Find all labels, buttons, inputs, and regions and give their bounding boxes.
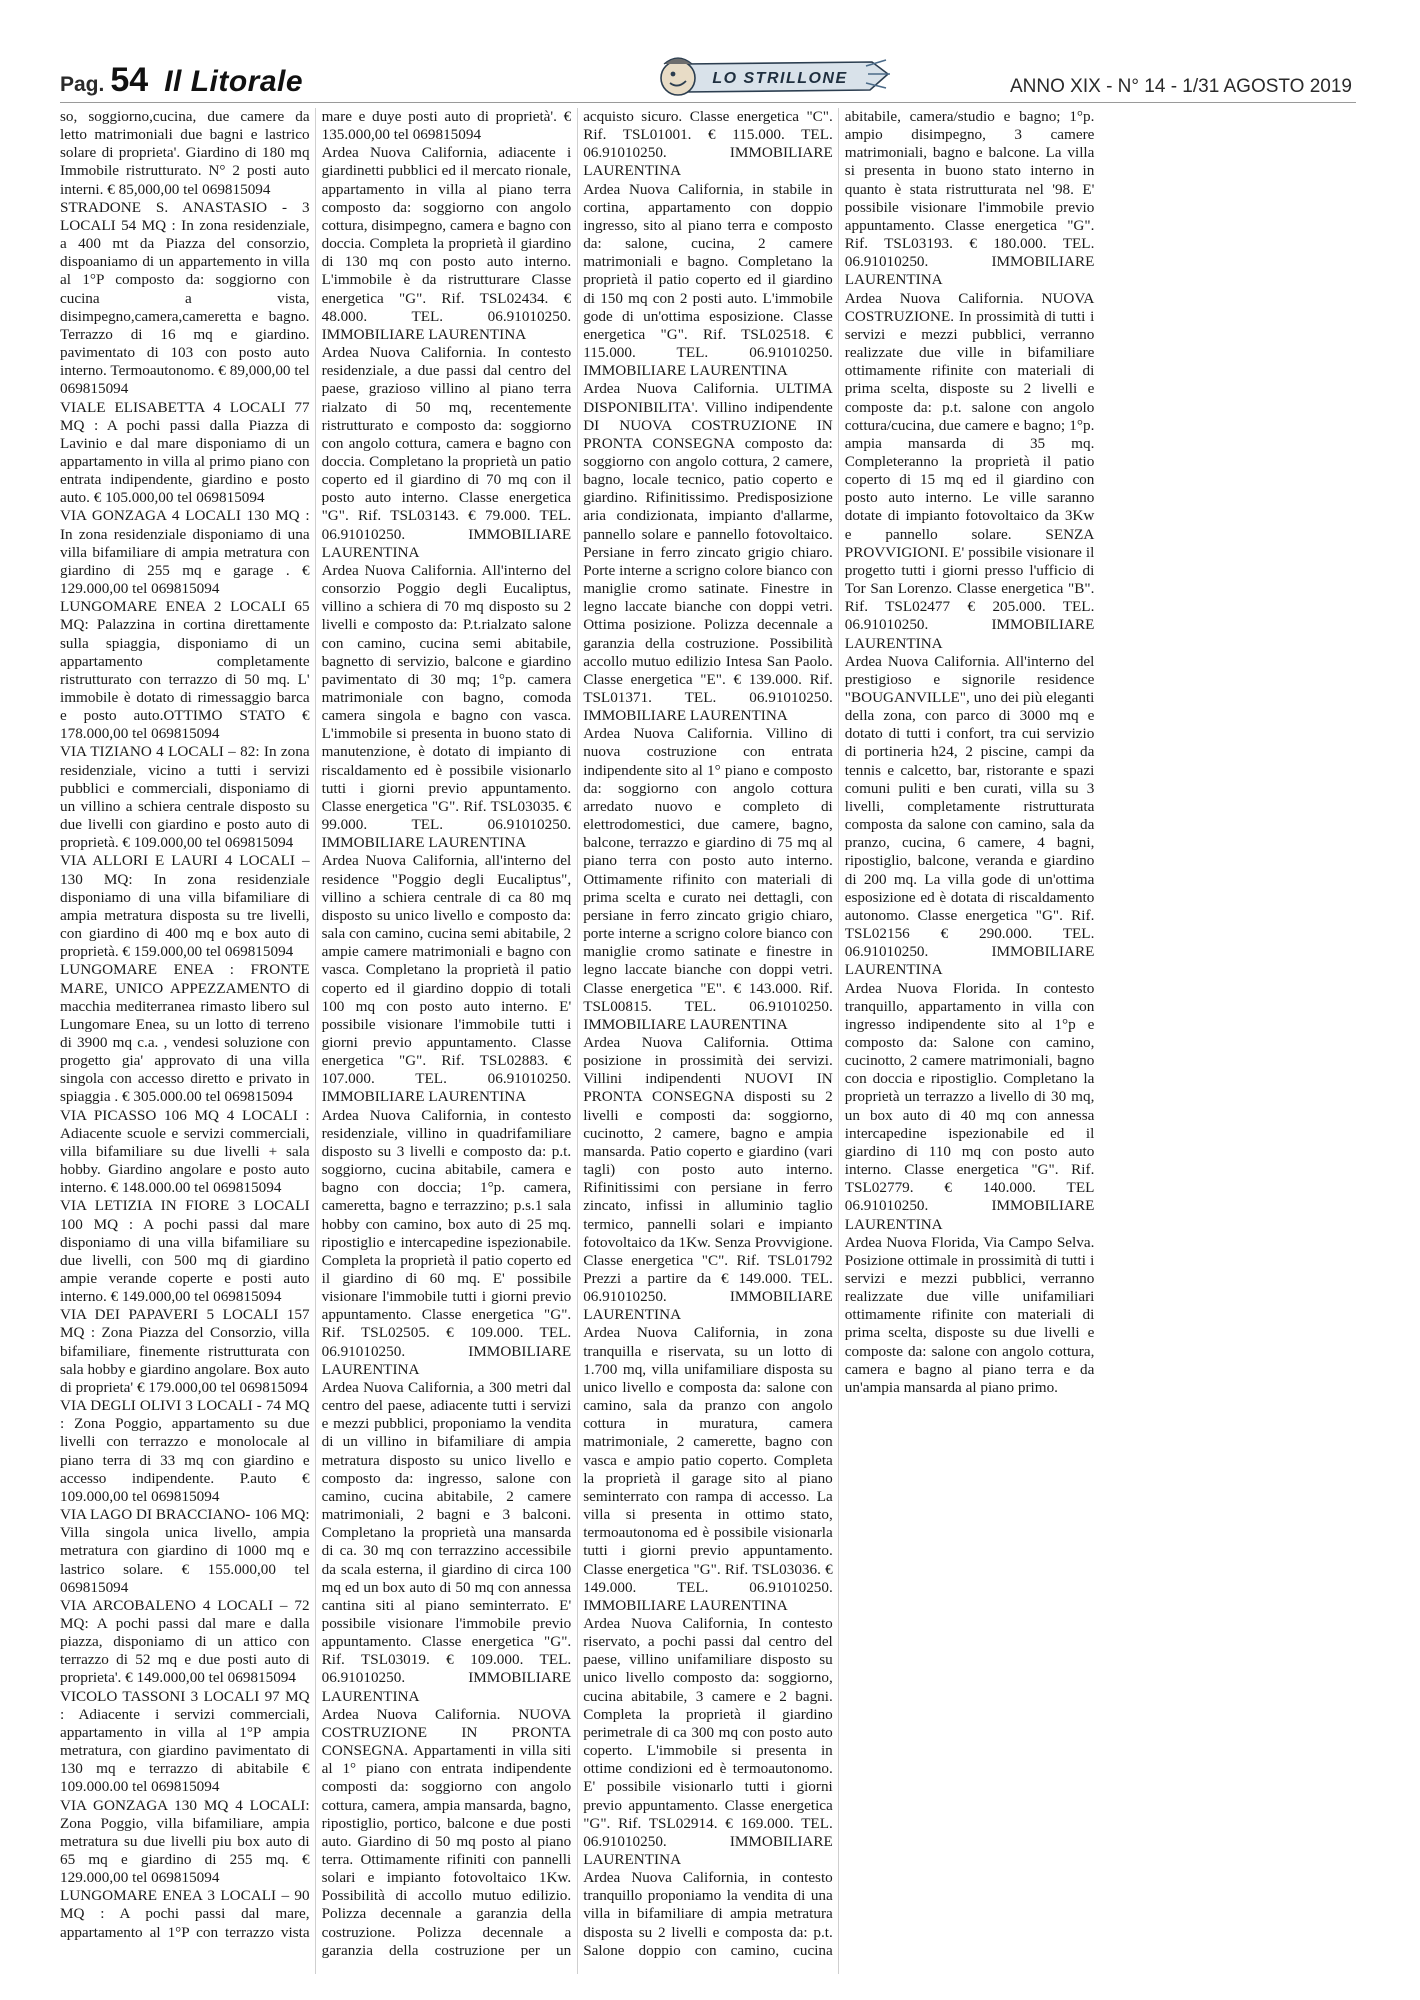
listing: VIA LAGO DI BRACCIANO- 106 MQ: Villa singola unica livello, ampia metratura con giardino di 1000 mq e lastrico solare. € 155.000,00 tel 069815094 bbox=[60, 1506, 310, 1596]
listing: Ardea Nuova California, in stabile in cortina, appartamento con doppio ingresso, sito al piano terra e composto da: salone, cucina, 2 camere matrimoniali e bagno. Completano la proprietà il patio coperto ed il giardino di 150 mq con 2 posti auto. L'immobile gode di un'ottima esposizione. Classe energetica "G". Rif. TSL02518. € 115.000. TEL. 06.91010250. IMMOBILIARE LAURENTINA bbox=[583, 180, 833, 380]
listing: VIA TIZIANO 4 LOCALI – 82: In zona residenziale, vicino a tutti i servizi pubblici e commerciali, disponiamo di un villino a schiera centrale disposto su due livelli con giardino e posto auto di proprietà. € 109.000,00 tel 069815094 bbox=[60, 743, 310, 852]
page-label: Pag. bbox=[60, 73, 105, 96]
listing: Ardea Nuova California, in contesto residenziale, villino in quadrifamiliare disposto su 3 livelli e composto da: p.t. soggiorno, cucina abitabile, camera e bagno con doccia; 1°p. camera, cameretta, bagno e terrazzino; p.s.1 sala hobby con camino, box auto di 25 mq. ripostiglio e intercapedine ispezionabile. Completa la proprietà il patio coperto ed il giardino di 60 mq. E' possibile visionare l'immobile tutti i giorni previo appuntamento. Classe energetica "G". Rif. TSL02505. € 109.000. TEL. 06.91010250. IMMOBILIARE LAURENTINA bbox=[321, 1106, 572, 1378]
listing: VIALE ELISABETTA 4 LOCALI 77 MQ : A pochi passi dalla Piazza di Lavinio e dal mare disponiamo di un appartamento in villa al primo piano con entrata indipendente, giardino e posto auto. € 105.000,00 tel 069815094 bbox=[60, 398, 310, 507]
listing: VIA PICASSO 106 MQ 4 LOCALI : Adiacente scuole e servizi commerciali, villa bifamiliare su due livelli + sala hobby. Giardino angolare e posto auto interno. € 148.000.00 tel 069815094 bbox=[60, 1106, 310, 1197]
listing: so, soggiorno,cucina, due camere da letto matrimoniali due bagni e lastrico solare di proprieta'. Giardino di 180 mq Immobile ristrutturato. N° 2 posti auto interni. € 85,000,00 tel 069815094 bbox=[60, 108, 310, 198]
listing: LUNGOMARE ENEA 3 LOCALI – 90 MQ : A pochi passi dal mare, appartamento al 1°P con terrazzo vista mare e duye posti auto di proprietà'. € 135.000,00 tel 069815094 bbox=[60, 108, 572, 1941]
listing: VIA LETIZIA IN FIORE 3 LOCALI 100 MQ : A pochi passi dal mare disponiamo di una villa bifamiliare su due livelli, con 500 mq di giardino ampie verande coperte e posti auto interno. € 149.000,00 tel 069815094 bbox=[60, 1197, 310, 1306]
listing: Ardea Nuova California. NUOVA COSTRUZIONE IN PRONTA CONSEGNA. Appartamenti in villa siti al 1° piano con entrata indipendente composti da: soggiorno con angolo cottura, camera, ampia mansarda, bagno, ripostiglio, portico, balcone e due posti auto. Giardino di 50 mq posto al piano terra. Ottimamente rifiniti con pannelli solari e impianto fotovoltaico 1Kw. Possibilità di accollo mutuo edilizio. Polizza decennale a garanzia della costruzione. Polizza decennale a garanzia della costruzione per un acquisto sicuro. Classe energetica "C". Rif. TSL01001. € 115.000. TEL. 06.91010250. IMMOBILIARE LAURENTINA bbox=[321, 108, 833, 1959]
listing: VIA ARCOBALENO 4 LOCALI – 72 MQ: A pochi passi dal mare e dalla piazza, disponiamo di un attico con terrazzo di 52 mq e due posti auto di proprieta'. € 149.000,00 tel 069815094 bbox=[60, 1596, 310, 1687]
listing: Ardea Nuova California. ULTIMA DISPONIBILITA'. Villino indipendente DI NUOVA COSTRUZIONE IN PRONTA CONSEGNA composto da: soggiorno con angolo cottura, 2 camere, bagno, locale tecnico, patio coperto e giardino. Rifinitissimo. Predisposizione aria condizionata, impianto d'allarme, pannello solare e pannello fotovoltaico. Persiane in ferro zincato grigio chiaro. Porte interne a scrigno colore bianco con maniglie cromo satinate. Finestre in legno laccate bianche con doppi vetri. Ottima posizione. Polizza decennale a garanzia della costruzione. Possibilità accollo mutuo edilizio Intesa San Paolo. Classe energetica "E". € 139.000. Rif. TSL01371. TEL. 06.91010250. IMMOBILIARE LAURENTINA bbox=[583, 380, 833, 725]
page-masthead bbox=[60, 61, 303, 100]
listing: Ardea Nuova California. Villino di nuova costruzione con entrata indipendente sito al 1° piano e composto da: soggiorno con angolo cottura arredato nuovo e completo di elettrodomestici, due camere, bagno, balcone, terrazzo e giardino di 75 mq al piano terra con posto auto interno. Ottimamente rifinito con materiali di prima scelta e curato nei dettagli, con persiane in ferro zincato grigio chiaro, porte interne a scrigno colore bianco con maniglie cromo satinate e finestre in legno laccate bianche con doppi vetri. Classe energetica "E". € 143.000. Rif. TSL00815. TEL. 06.91010250. IMMOBILIARE LAURENTINA bbox=[583, 725, 833, 1033]
header bbox=[60, 56, 1356, 104]
newspaper-title: Il Litorale bbox=[164, 65, 304, 98]
listing: LUNGOMARE ENEA 2 LOCALI 65 MQ: Palazzina in cortina direttamente sulla spiaggia, disponiamo di un appartamento completamente ristrutturato con terrazzo di 50 mq. L' immobile è dotato di rimessaggio barca e posto auto.OTTIMO STATO € 178.000,00 tel 069815094 bbox=[60, 598, 310, 743]
lo-strillone-logo bbox=[656, 50, 892, 104]
listing: VIA DEGLI OLIVI 3 LOCALI - 74 MQ : Zona Poggio, appartamento su due livelli con terrazzo e monolocale al piano terra di 33 mq con giardino e accesso indipendente. P.auto € 109.000,00 tel 069815094 bbox=[60, 1397, 310, 1505]
listing: Ardea Nuova California. Ottima posizione in prossimità dei servizi. Villini indipendenti NUOVI IN PRONTA CONSEGNA disposti su 2 livelli e composti da: soggiorno, cucinotto, 2 camere, bagno e ampia mansarda. Patio coperto e giardino (vari tagli) con posto auto interno. Rifinitissimi con persiane in ferro zincato, infissi in alluminio taglio termico, pannelli solari e impianto fotovoltaico da 1Kw. Senza Provvigione. Classe energetica "C". Rif. TSL01792 Prezzi a partire da € 149.000. TEL. 06.91010250. IMMOBILIARE LAURENTINA bbox=[583, 1033, 833, 1324]
logo-text: LO STRILLONE bbox=[712, 70, 848, 87]
listings-columns bbox=[60, 108, 1356, 1974]
listing: Ardea Nuova California, all'interno del residence "Poggio degli Eucaliptus", villino a schiera centrale di ca 80 mq disposto su unico livello e composto da: sala con camino, cucina semi abitabile, 2 ampie camere matrimoniali e bagno con vasca. Completano la proprietà il patio coperto ed il giardino doppio di totali 100 mq con posto auto interno. E' possibile visionare l'immobile tutti i giorni previo appuntamento. Classe energetica "G". Rif. TSL02883. € 107.000. TEL. 06.91010250. IMMOBILIARE LAURENTINA bbox=[321, 852, 572, 1106]
listing: Ardea Nuova California, in zona tranquilla e riservata, su un lotto di 1.700 mq, villa unifamiliare disposta su unico livello e composta da: salone con camino, sala da pranzo con angolo cottura in muratura, camera matrimoniale, 2 camerette, bagno con vasca e ampio patio coperto. Completa la proprietà il garage sito al piano seminterrato con rampa di accesso. La villa si presenta in ottimo stato, termoautonoma ed è possibile visionarla tutti i giorni previo appuntamento. Classe energetica "G". Rif. TSL03036. € 149.000. TEL. 06.91010250. IMMOBILIARE LAURENTINA bbox=[583, 1324, 833, 1614]
listing: Ardea Nuova California. All'interno del prestigioso e signorile residence "BOUGANVILLE", uno dei più eleganti della zona, con parco di 3000 mq e dotato di tutti i confort, tra cui servizio di portineria h24, 2 piscine, campi da tennis e calcetto, bar, ristorante e spazi comuni puliti e ben curati, villa su 3 livelli, completamente ristrutturata composta da salone con camino, sala da pranzo, cucina, 6 camere, 4 bagni, ripostiglio, balcone, veranda e giardino di 200 mq. La villa gode di un'ottima esposizione ed è dotata di riscaldamento autonomo. Classe energetica "G". Rif. TSL02156 € 290.000. TEL. 06.91010250. IMMOBILIARE LAURENTINA bbox=[844, 652, 1095, 979]
listing: Ardea Nuova California. In contesto residenziale, a due passi dal centro del paese, grazioso villino al piano terra rialzato di 50 mq, recentemente ristrutturato e composto da: soggiorno con angolo cottura, camera e bagno con doccia. Completano la proprietà un patio coperto ed il giardino di 70 mq con il posto auto interno. Classe energetica "G". Rif. TSL03143. € 79.000. TEL. 06.91010250. IMMOBILIARE LAURENTINA bbox=[321, 344, 572, 561]
issue-info: ANNO XIX - N° 14 - 1/31 AGOSTO 2019 bbox=[1010, 76, 1352, 97]
listing: Ardea Nuova California, a 300 metri dal centro del paese, adiacente tutti i servizi e mezzi pubblici, proponiamo la vendita di un villino in bifamiliare di ampia metratura disposto su unico livello e composto da: ingresso, salone con camino, cucina abitabile, 2 camere matrimoniali, 2 bagni e 3 balconi. Completano la proprietà una mansarda di ca. 30 mq con terrazzino accessibile da scala esterna, il giardino di circa 100 mq ed un box auto di 50 mq con annessa cantina siti al piano seminterrato. E' possibile visionare l'immobile previo appuntamento. Classe energetica "G". Rif. TSL03019. € 109.000. TEL. 06.91010250. IMMOBILIARE LAURENTINA bbox=[321, 1378, 572, 1705]
listing: Ardea Nuova California. NUOVA COSTRUZIONE. In prossimità di tutti i servizi e mezzi pubblici, verranno realizzate due ville in bifamiliare ottimamente rifinite con materiali di prima scelta, disposte su 2 livelli e composte da: p.t. salone con angolo cottura/cucina, due camere e bagno; 1°p. ampia mansarda di 35 mq. Completeranno la proprietà il patio coperto di 15 mq ed il giardino con posto auto interno. Le ville saranno dotate di impianto fotovoltaico da 3Kw e pannello solare. SENZA PROVVIGIONI. E' possibile visionare il progetto tutti i giorni presso l'ufficio di Tor San Lorenzo. Classe energetica "B". Rif. TSL02477 € 205.000. TEL. 06.91010250. IMMOBILIARE LAURENTINA bbox=[844, 289, 1095, 652]
listing: STRADONE S. ANASTASIO - 3 LOCALI 54 MQ : In zona residenziale, a 400 mt da Piazza del consorzio, dispoaniamo di un appartemento in villa al 1°P composto da: soggiorno con cucina a vista, disimpegno,camera,cameretta e bagno. Terrazzo di 16 mq e giardino. pavimentato di 103 con posto auto interno. Termoautonomo. € 89,000,00 tel 069815094 bbox=[60, 198, 310, 398]
listing: VIA GONZAGA 130 MQ 4 LOCALI: Zona Poggio, villa bifamiliare, ampia metratura su due livelli piu box auto di 65 mq e giardino di 255 mq. € 129.000,00 tel 069815094 bbox=[60, 1796, 310, 1887]
listing: Ardea Nuova California. All'interno del consorzio Poggio degli Eucaliptus, villino a schiera di 70 mq disposto su 2 livelli e composto da: P.t.rialzato salone con camino, cucina semi abitabile, bagnetto di servizio, balcone e giardino pavimentato di 30 mq; 1°p. camera matrimoniale con bagno, comoda camera singola e bagno con vasca. L'immobile si presenta in buono stato di manutenzione, è dotato di impianto di riscaldamento ed è possibile visionarlo tutti i giorni previo appuntamento. Classe energetica "G". Rif. TSL03035. € 99.000. TEL. 06.91010250. IMMOBILIARE LAURENTINA bbox=[321, 561, 572, 852]
listing: Ardea Nuova California, In contesto riservato, a pochi passi dal centro del paese, villino unifamiliare disposto su unico livello composto da: soggiorno, cucina abitabile, 3 camere e 2 bagni. Completa la proprietà il giardino perimetrale di ca 300 mq con posto auto coperto. L'immobile si presenta in ottime condizioni ed è termoautonomo. E' possibile visionarlo tutti i giorni previo appuntamento. Classe energetica "G". Rif. TSL02914. € 169.000. TEL. 06.91010250. IMMOBILIARE LAURENTINA bbox=[583, 1614, 833, 1868]
listing: VIA GONZAGA 4 LOCALI 130 MQ : In zona residenziale disponiamo di una villa bifamiliare di ampia metratura con giardino di 255 mq e garage . € 129.000,00 tel 069815094 bbox=[60, 507, 310, 598]
page-number: 54 bbox=[110, 61, 149, 99]
listing: Ardea Nuova Florida, Via Campo Selva. Posizione ottimale in prossimità di tutti i servizi e mezzi pubblici, verranno realizzate due ville unifamiliari ottimamente rifinite con materiali di prima scelta, disposte su due livelli e composte da: salone con angolo cottura, camera e bagno al piano terra e da un'ampia mansarda al piano primo. bbox=[844, 1233, 1095, 1396]
listing: LUNGOMARE ENEA : FRONTE MARE, UNICO APPEZZAMENTO di macchia mediterranea rimasto libero sul Lungomare Enea, su un lotto di terreno di 3900 mq c.a. , vendesi soluzione con progetto gia' approvato di una villa singola con accesso diretto e privato in spiaggia . € 305.000.00 tel 069815094 bbox=[60, 961, 310, 1106]
header-rule bbox=[60, 102, 1356, 103]
listing: VIA DEI PAPAVERI 5 LOCALI 157 MQ : Zona Piazza del Consorzio, villa bifamiliare, finemente ristrutturata con sala hobby e giardino angolare. Box auto di proprieta' € 179.000,00 tel 069815094 bbox=[60, 1306, 310, 1396]
listing: VIA ALLORI E LAURI 4 LOCALI – 130 MQ: In zona residenziale disponiamo di una villa bifamiliare di ampia metratura disposta su tre livelli, con giardino di 400 mq e box auto di proprietà. € 159.000,00 tel 069815094 bbox=[60, 852, 310, 961]
listing: Ardea Nuova Florida. In contesto tranquillo, appartamento in villa con ingresso indipendente sito al 1°p e composto da: Salone con camino, cucinotto, 2 camere matrimoniali, bagno con doccia e ripostiglio. Completano la proprietà un terrazzo a livello di 30 mq, un box auto di 40 mq con annessa intercapedine ispezionabile ed il giardino di 110 mq con posto auto interno. Classe energetica "G". Rif. TSL02779. € 140.000. TEL 06.91010250. IMMOBILIARE LAURENTINA bbox=[844, 979, 1095, 1233]
listing: Ardea Nuova California, in contesto tranquillo proponiamo la vendita di una villa in bifamiliare di ampia metratura disposta su 2 livelli e composta da: p.t. Salone doppio con camino, cucina abitabile, camera/studio e bagno; 1°p. ampio disimpegno, 3 camere matrimoniali, bagno e balcone. La villa si presenta in buono stato interno in quanto è stata ristrutturata nel '98. E' possibile visionare l'immobile previo appuntamento. Classe energetica "G". Rif. TSL03193. € 180.000. TEL. 06.91010250. IMMOBILIARE LAURENTINA bbox=[583, 108, 1095, 1959]
listing: Ardea Nuova California, adiacente i giardinetti pubblici ed il mercato rionale, appartamento in villa al piano terra composto da: soggiorno con angolo cottura, disimpegno, camera e bagno con doccia. Completa la proprietà il giardino di 130 mq con posto auto interno. L'immobile è da ristrutturare Classe energetica "G". Rif. TSL02434. € 48.000. TEL. 06.91010250. IMMOBILIARE LAURENTINA bbox=[321, 144, 572, 343]
listing: VICOLO TASSONI 3 LOCALI 97 MQ : Adiacente i servizi commerciali, appartamento in villa al 1°P ampia metratura, con giardino pavimentato di 130 mq e terrazzo di abitabile € 109.000.00 tel 069815094 bbox=[60, 1687, 310, 1796]
